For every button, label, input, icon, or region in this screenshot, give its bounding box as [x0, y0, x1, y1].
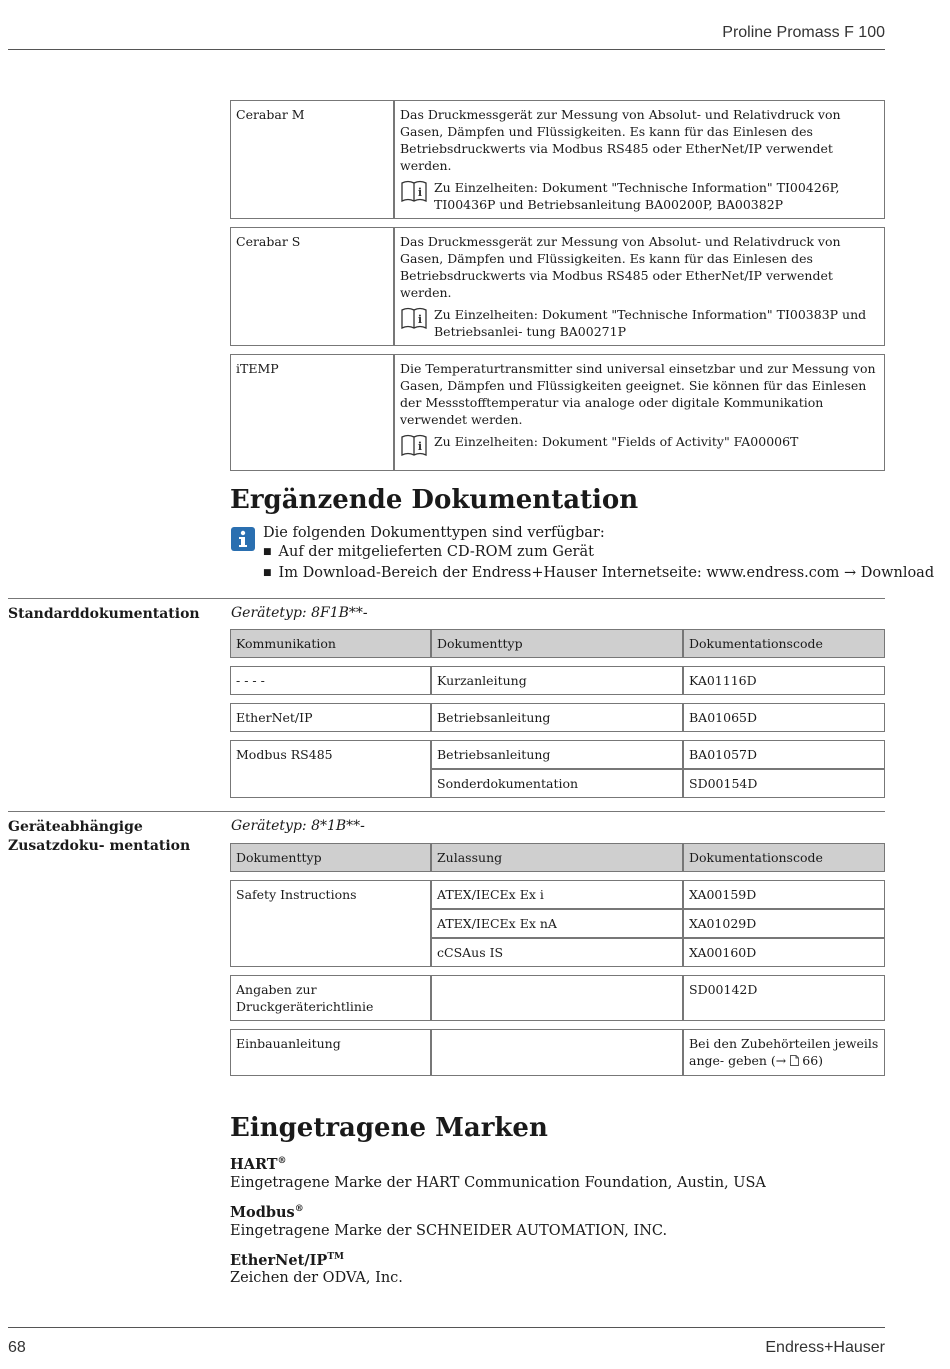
accessory-description-cell — [394, 354, 885, 471]
book-icon — [400, 179, 430, 207]
table-header-row — [230, 843, 885, 872]
table-cell: Modbus RS485 — [230, 740, 431, 798]
supplementary-heading: Ergänzende Dokumentation — [230, 485, 639, 515]
accessory-description-cell — [394, 100, 885, 219]
accessory-name: Cerabar S — [230, 227, 394, 346]
table-cell — [683, 1029, 885, 1076]
table-cell: XA01029D — [683, 909, 885, 938]
table-cell: Angaben zur Druckgeräterichtlinie — [230, 975, 431, 1021]
table-cell: ATEX/IECEx Ex i — [431, 880, 683, 909]
svg-text:i: i — [417, 440, 423, 453]
table-row — [230, 975, 885, 1021]
cross-reference-page[interactable]: 66) — [802, 1053, 824, 1068]
table-cell: SD00142D — [683, 975, 885, 1021]
table-row — [230, 880, 885, 909]
additional-doc-label: Geräteabhängige Zusatzdoku- mentation — [8, 819, 191, 854]
standard-doc-device-type: Gerätetyp: 8F1B**- — [231, 605, 368, 621]
table-cell: cCSAus IS — [431, 938, 683, 967]
section-divider — [8, 811, 885, 812]
accessory-name: Cerabar M — [230, 100, 394, 219]
header-divider — [8, 49, 885, 50]
trademark-name: EtherNet/IP™ — [230, 1251, 344, 1269]
trademark-text: Eingetragene Marke der SCHNEIDER AUTOMATION, INC. — [230, 1222, 668, 1239]
table-cell: - - - - — [230, 666, 431, 695]
table-row — [230, 227, 885, 346]
accessory-reference: Zu Einzelheiten: Dokument "Technische Information" TI00383P und Betriebsanlei- tung BA00271P — [434, 307, 867, 339]
table-cell: Einbauanleitung — [230, 1029, 431, 1076]
table-cell: Kurzanleitung — [431, 666, 683, 695]
table-row — [230, 100, 885, 219]
accessory-name: iTEMP — [230, 354, 394, 471]
table-cell: Safety Instructions — [230, 880, 431, 967]
svg-text:i: i — [417, 186, 423, 199]
table-cell: XA00159D — [683, 880, 885, 909]
table-row — [230, 1029, 885, 1076]
list-item-text: Auf der mitgelieferten CD-ROM zum Gerät — [278, 544, 594, 560]
list-item — [263, 543, 934, 564]
cross-reference-text: Bei den Zubehörteilen jeweils ange- geben (→ — [689, 1036, 879, 1068]
book-icon — [400, 433, 430, 461]
header-title: Proline Promass F 100 — [722, 24, 885, 41]
table-cell: BA01057D — [683, 740, 885, 769]
standard-doc-label: Standarddokumentation — [8, 606, 200, 622]
table-cell — [431, 975, 683, 1021]
table-cell: Betriebsanleitung — [431, 703, 683, 732]
accessory-description: Das Druckmessgerät zur Messung von Absolut- und Relativdruck von Gasen, Dämpfen und Flüssigkeiten. Es kann für das Einlesen des Betriebsdruckwerts via Modbus RS485 oder EtherNet/IP verwendet werden. — [400, 107, 841, 173]
column-header: Dokumenttyp — [431, 629, 683, 658]
accessory-description: Das Druckmessgerät zur Messung von Absolut- und Relativdruck von Gasen, Dämpfen und Flüssigkeiten. Es kann für das Einlesen des Betriebsdruckwerts via Modbus RS485 oder EtherNet/IP verwendet werden. — [400, 234, 841, 300]
trademark-text: Eingetragene Marke der HART Communication Foundation, Austin, USA — [230, 1174, 766, 1191]
accessory-description: Die Temperaturtransmitter sind universal einsetzbar und zur Messung von Gasen, Dämpfen und Flüssigkeiten geeignet. Sie können für das Einlesen der Messstofftemperatur via analoge oder digitale Kommunikation verwendet werden. — [400, 361, 876, 427]
accessory-reference: Zu Einzelheiten: Dokument "Fields of Activity" FA00006T — [434, 434, 799, 449]
column-header: Kommunikation — [230, 629, 431, 658]
column-header: Dokumentationscode — [683, 843, 885, 872]
column-header: Dokumenttyp — [230, 843, 431, 872]
trademark-name: Modbus® — [230, 1203, 304, 1221]
table-cell: Betriebsanleitung — [431, 740, 683, 769]
footer-divider — [8, 1327, 885, 1328]
accessory-description-cell — [394, 227, 885, 346]
section-divider — [8, 598, 885, 599]
trademark-name: HART® — [230, 1155, 287, 1173]
table-row — [230, 354, 885, 471]
table-cell: XA00160D — [683, 938, 885, 967]
table-cell: SD00154D — [683, 769, 885, 798]
trademarks-list — [230, 1152, 766, 1288]
additional-doc-device-type: Gerätetyp: 8*1B**- — [231, 818, 365, 834]
table-row — [230, 666, 885, 695]
footer-brand: Endress+Hauser — [765, 1339, 885, 1356]
book-icon — [400, 306, 430, 334]
standard-doc-table — [230, 629, 885, 798]
additional-doc-table — [230, 843, 885, 1076]
table-cell: ATEX/IECEx Ex nA — [431, 909, 683, 938]
table-cell — [431, 1029, 683, 1076]
page-number: 68 — [8, 1339, 26, 1356]
table-cell: Sonderdokumentation — [431, 769, 683, 798]
list-item-text: Im Download-Bereich der Endress+Hauser Internetseite: www.endress.com → Download — [278, 565, 935, 581]
supplementary-info — [230, 524, 934, 585]
accessory-reference: Zu Einzelheiten: Dokument "Technische Information" TI00426P, TI00436P und Betriebsanleitung BA00200P, BA00382P — [434, 180, 840, 212]
table-cell: KA01116D — [683, 666, 885, 695]
table-row — [230, 703, 885, 732]
list-item — [263, 564, 934, 585]
supplementary-intro: Die folgenden Dokumenttypen sind verfügbar: — [263, 525, 605, 541]
page-icon — [790, 1053, 799, 1070]
trademarks-heading: Eingetragene Marken — [230, 1113, 548, 1143]
table-header-row — [230, 629, 885, 658]
table-cell: BA01065D — [683, 703, 885, 732]
trademark-text: Zeichen der ODVA, Inc. — [230, 1270, 403, 1287]
table-cell: EtherNet/IP — [230, 703, 431, 732]
table-row — [230, 740, 885, 769]
column-header: Zulassung — [431, 843, 683, 872]
svg-text:i: i — [417, 313, 423, 326]
info-icon — [230, 526, 256, 558]
column-header: Dokumentationscode — [683, 629, 885, 658]
accessories-table — [230, 100, 885, 471]
